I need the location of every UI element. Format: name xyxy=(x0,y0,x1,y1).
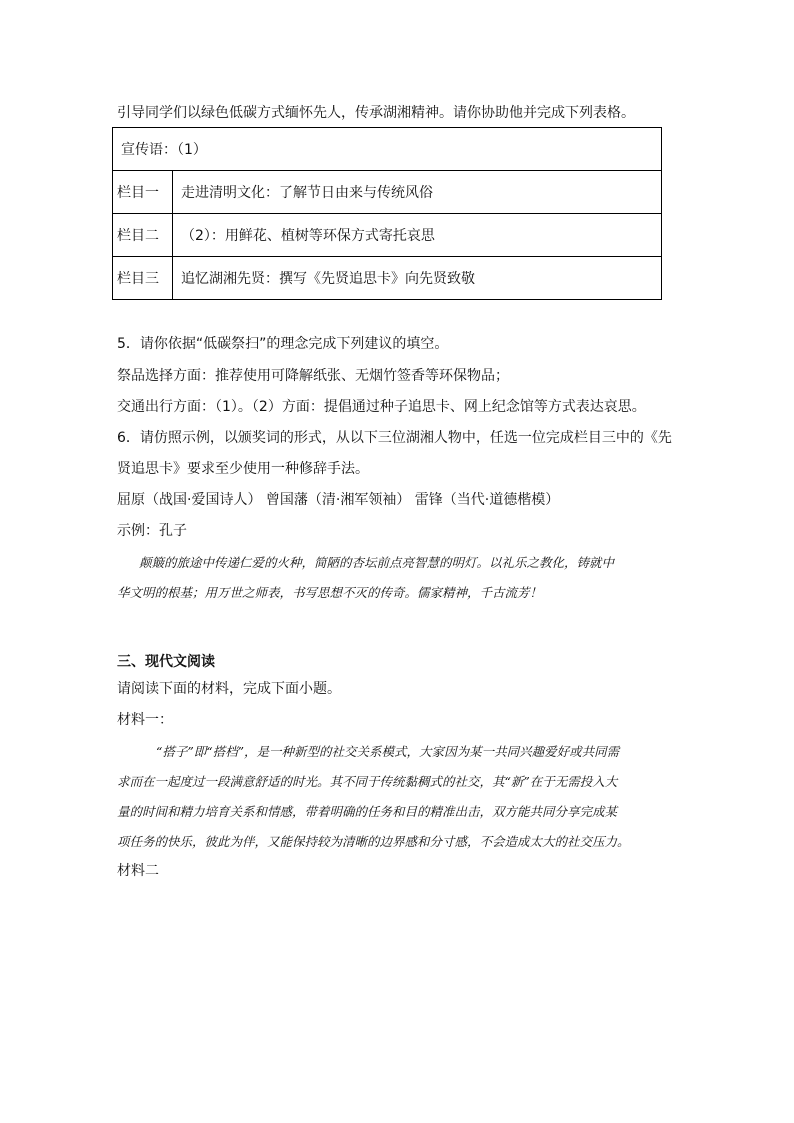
column-table xyxy=(112,127,662,300)
row-label: 栏目二 xyxy=(113,214,173,257)
table-row xyxy=(113,257,662,300)
material1-line4: 项任务的快乐，彼此为伴，又能保持较为清晰的边界感和分寸感，不会造成太大的社交压力。 xyxy=(117,834,630,849)
q5-line2: 交通出行方面：（1）。（2）方面：提倡通过种子追思卡、网上纪念馆等方式表达哀思。 xyxy=(117,399,646,415)
table-row xyxy=(113,128,662,171)
table-row xyxy=(113,171,662,214)
row-label: 栏目三 xyxy=(113,257,173,300)
q5-line1: 祭品选择方面：推荐使用可降解纸张、无烟竹签香等环保物品； xyxy=(117,368,509,384)
material1-line3: 量的时间和精力培育关系和情感，带着明确的任务和目的精准出击，双方能共同分享完成某 xyxy=(117,804,618,819)
q6-people: 屈原（战国·爱国诗人） 曾国藩（清·湘军领袖） 雷锋（当代·道德楷模） xyxy=(117,492,560,508)
q5-title: 5．请你依据“低碳祭扫”的理念完成下列建议的填空。 xyxy=(117,336,449,352)
material2-label: 材料二 xyxy=(117,863,159,879)
row-text: 追忆湖湘先贤：撰写《先贤追思卡》向先贤致敬 xyxy=(173,257,662,300)
q6-title-line2: 贤追思卡》要求至少使用一种修辞手法。 xyxy=(117,461,369,477)
q6-example-line1: 颠簸的旅途中传递仁爱的火种，简陋的杏坛前点亮智慧的明灯。以礼乐之教化，铸就中 xyxy=(139,555,615,570)
material1-line2: 求而在一起度过一段满意舒适的时光。其不同于传统黏稠式的社交，其“新”在于无需投入大 xyxy=(117,774,618,789)
intro-text: 引导同学们以绿色低碳方式缅怀先人，传承湖湘精神。请你协助他并完成下列表格。 xyxy=(117,105,635,121)
table-row xyxy=(113,214,662,257)
slogan-cell: 宣传语：（1） xyxy=(113,128,662,171)
row-text: 走进清明文化：了解节日由来与传统风俗 xyxy=(173,171,662,214)
section-heading: 三、现代文阅读 xyxy=(117,654,215,670)
q6-example-line2: 华文明的根基；用万世之师表，书写思想不灭的传奇。儒家精神，千古流芳！ xyxy=(117,585,543,600)
row-text: （2）：用鲜花、植树等环保方式寄托哀思 xyxy=(173,214,662,257)
material1-line1: “搭子”即“搭档”，是一种新型的社交关系模式，大家因为某一共同兴趣爱好或共同需 xyxy=(156,744,620,759)
material1-label: 材料一： xyxy=(117,712,173,728)
section-instruction: 请阅读下面的材料，完成下面小题。 xyxy=(117,681,341,697)
row-label: 栏目一 xyxy=(113,171,173,214)
q6-title-line1: 6．请仿照示例，以颁奖词的形式，从以下三位湖湘人物中，任选一位完成栏目三中的《先 xyxy=(117,430,672,446)
q6-example-label: 示例：孔子 xyxy=(117,523,187,539)
